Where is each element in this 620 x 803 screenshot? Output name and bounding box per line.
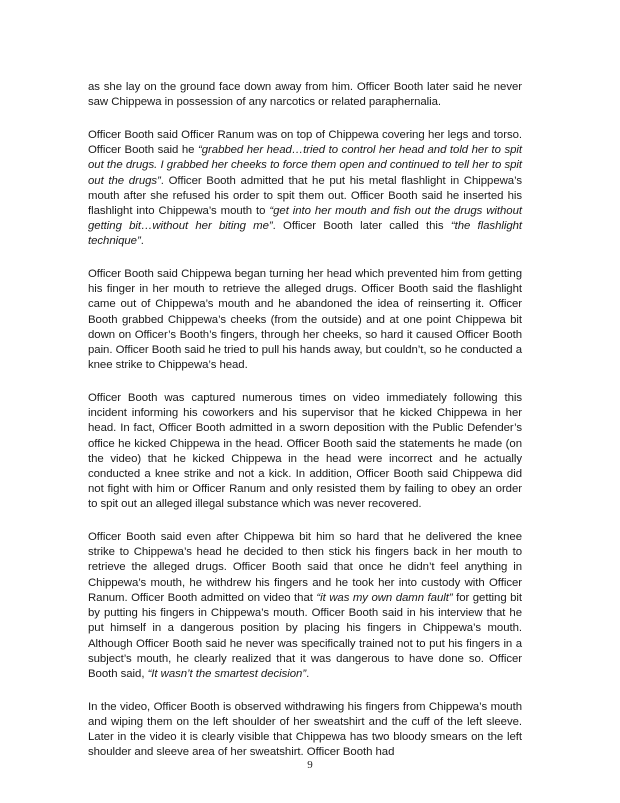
paragraph <box>88 530 522 682</box>
paragraph-text: . Officer Booth admitted that he put his metal flashlight in Chippewa’s mouth after she refused his order to spit them out. Officer Booth said he inserted his flashlight into Chippewa’s mouth to <box>88 174 522 217</box>
paragraph-text: Officer Booth said Chippewa began turning her head which prevented him from getting his finger in her mouth to retrieve the alleged drugs. Officer Booth said the flashlight came out of Chippewa’s mouth and he abandoned the idea of reinserting it. Officer Booth grabbed Chippewa’s cheeks (from the outside) and at one point Chippewa bit down on Officer’s Booth’s fingers, through her cheeks, so hard it caused Officer Booth pain. Officer Booth said he tried to pull his hands away, but couldn’t, so he conducted a knee strike to Chippewa’s head. <box>88 268 522 372</box>
quoted-text: “grabbed her head…tried to control her head and told her to spit out the drugs. I grabbed her cheeks to force them open and continued to tell her to spit out the drugs” <box>88 144 523 187</box>
paragraph <box>88 267 522 373</box>
paragraph-text: . <box>306 667 310 680</box>
paragraph-text: Officer Booth said Officer Ranum was on top of Chippewa covering her legs and torso. Officer Booth said he <box>88 128 522 157</box>
paragraph-text: as she lay on the ground face down away from him. Officer Booth later said he never saw Chippewa in possession of any narcotics or related paraphernalia. <box>88 81 522 109</box>
quoted-text: “get into her mouth and fish out the drugs without getting bit…without her biting me” <box>88 204 522 233</box>
paragraph <box>88 128 522 250</box>
paragraph-text: . Officer Booth later called this <box>272 220 451 233</box>
paragraph-text: . <box>140 235 144 248</box>
quoted-text: “it was my own damn fault” <box>316 591 453 604</box>
document-body <box>88 80 522 760</box>
quoted-text: “the flashlight technique” <box>88 220 523 248</box>
paragraph <box>88 391 522 513</box>
paragraph-text: Officer Booth said even after Chippewa bit him so hard that he delivered the knee strike to Chippewa’s head he decided to then stick his fingers back in her mouth to retrieve the alleged drugs. Officer Booth said that once he didn’t feel anything in Chippewa’s mouth, he withdrew his fingers and he took her into custody with Officer Ranum. Officer Booth admitted on video that <box>88 531 522 604</box>
paragraph-text: for getting bit by putting his fingers in Chippewa’s mouth. Officer Booth said in his interview that he put himself in a dangerous position by placing his fingers in Chippewa’s mouth. Although Officer Booth said he never was specifically trained not to put his fingers in a subject’s mouth, he clearly realized that it was dangerous to have done so. Officer Booth said, <box>88 591 523 680</box>
paragraph <box>88 700 522 761</box>
paragraph <box>88 80 522 110</box>
document-page <box>88 80 522 778</box>
page-number: 9 <box>307 759 313 771</box>
quoted-text: “It wasn’t the smartest decision” <box>147 667 307 680</box>
paragraph-text: In the video, Officer Booth is observed withdrawing his fingers from Chippewa’s mouth and wiping them on the left shoulder of her sweatshirt and the cuff of the left sleeve. Later in the video it is clearly visible that Chippewa has two bloody smears on the left shoulder and sleeve area of her sweatshirt. Officer Booth had <box>88 700 522 759</box>
paragraph-text: Officer Booth was captured numerous times on video immediately following this incident informing his coworkers and his supervisor that he kicked Chippewa in her head. In fact, Officer Booth admitted in a sworn deposition with the Public Defender’s office he kicked Chippewa in the head. Officer Booth said the statements he made (on the video) that he kicked Chippewa in the head were incorrect and he actually conducted a knee strike and not a kick. In addition, Officer Booth said Chippewa did not fight with him or Officer Ranum and only resisted them by failing to obey an order to spit out an alleged illegal substance which was never recovered. <box>88 391 522 511</box>
